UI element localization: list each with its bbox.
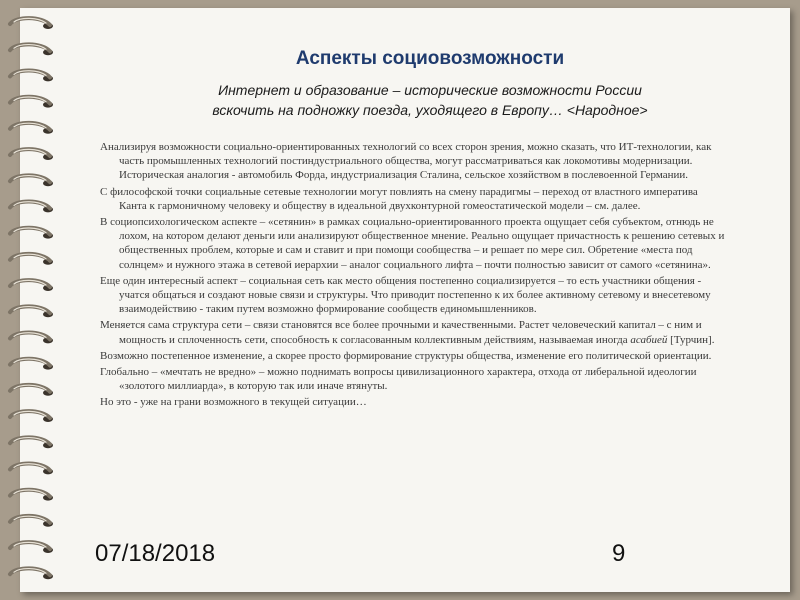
spiral-ring [10,516,53,527]
body-paragraph-7: Глобально – «мечтать не вредно» – можно поднимать вопросы цивилизационного характера, отхода от либеральной идеологии «золотого миллиарда», в которую так или иначе втянуты. [100,366,697,393]
spiral-ring [10,437,53,448]
spiral-ring [10,542,53,553]
spiral-ring [10,490,53,501]
slide-subtitle [150,80,710,120]
spiral-ring [10,359,53,370]
slide-page-number: 9 [612,540,626,567]
paragraph-5-text: Меняется сама структура сети – связи становятся все более прочными и качественными. Растет человеческий капитал – с ним и мощность и сплоченность сети, способность к согласованным коллективным действиям, называемая иногда [100,319,702,346]
spiral-binding-icon [2,8,62,592]
slide-date: 07/18/2018 [95,540,216,567]
subtitle-line-1: Интернет и образование – исторические возможности России [218,82,642,98]
spiral-ring [10,123,53,134]
spiral-ring [10,175,53,186]
subtitle-line-2: вскочить на подножку поезда, уходящего в Европу… <Народное> [212,102,648,118]
spiral-ring [10,306,53,317]
slide-title: Аспекты социовозможности [295,48,565,69]
body-paragraph-1: Анализируя возможности социально-ориентированных технологий со всех сторон зрения, можно сказать, что ИТ-технологии, как часть промышленных технологий постиндустриального общества, могут рассматриваться как локомотивы модернизации. Историческая аналогия - автомобиль Форда, индустриализация Сталина, сельское хозяйством в послевоенной Германии. [100,141,712,182]
spiral-ring [10,280,53,291]
spiral-ring [10,149,53,160]
spiral-ring [10,228,53,239]
spiral-ring [10,97,53,108]
body-paragraph-3: В социопсихологическом аспекте – «сетянин» в рамках социально-ориентированного проекта ощущает себя субъектом, отнюдь не лохом, на котором делают деньги или анализируют общественное мнение. Реально ощущает причастность к решению сетевых и общественных проблем, которые и сам и ставит и при помощи сообщества – и решает по мере сил. Обретение «места под солнцем» и нужного этажа в сетевой иерархии – аналог социального лифта – почти полностью зависит от самого «сетянина». [100,216,725,271]
body-paragraph-8: Но это - уже на грани возможного в текущей ситуации… [100,396,367,409]
spiral-ring [10,18,53,29]
spiral-ring [10,44,53,55]
spiral-ring [10,254,53,265]
body-paragraph-4: Еще один интересный аспект – социальная сеть как место общения постепенно социализируется – то есть участники общения - учатся общаться и создают новые связи и структуры. Что приводит постепенно к их более активному сетевому и внесетевому взаимодействию - таким путем возможно формирование сообществ единомышленников. [100,274,711,316]
paragraph-5-citation: [Турчин]. [667,333,715,346]
spiral-ring [10,71,53,82]
paragraph-5-term: асабией [630,333,668,346]
spiral-ring [10,202,53,213]
body-paragraph-2: С философской точки социальные сетевые технологии могут повлиять на смену парадигмы – переход от властного императива Канта к гармоничному человеку и обществу в идеальной двухконтурной гомеостатической модели – см. далее. [100,185,698,212]
body-paragraph-6: Возможно постепенное изменение, а скорее просто формирование структуры общества, изменение его политической ориентации. [100,349,712,362]
body-paragraph-5 [100,318,725,346]
spiral-ring [10,333,53,344]
spiral-ring [10,464,53,475]
spiral-ring [10,385,53,396]
slide-body [100,140,725,412]
spiral-ring [10,411,53,422]
spiral-ring [10,568,53,579]
